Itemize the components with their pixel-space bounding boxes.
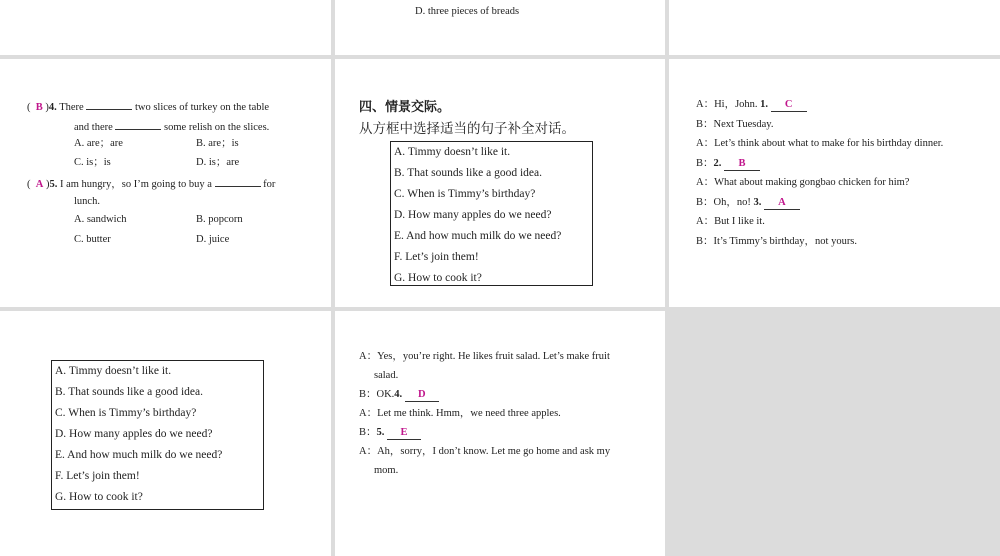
- dialogue-line-10: B：OK.4. D: [359, 388, 439, 402]
- answer-3: A: [764, 196, 800, 210]
- answer-2: B: [724, 157, 760, 171]
- dialogue-line-11: A：Let me think. Hmm，we need three apples.: [359, 408, 561, 419]
- answer-q5: A: [35, 179, 44, 190]
- dialogue-line-9b: salad.: [374, 370, 399, 381]
- option-b: B. That sounds like a good idea.: [394, 167, 542, 179]
- panel-dialogue-bottom: [335, 311, 665, 556]
- question-4-line2: and there some relish on the slices.: [74, 118, 269, 135]
- dialogue-line-1: A：Hi，John. 1. C: [696, 98, 807, 112]
- option-f: F. Let’s join them!: [394, 251, 479, 263]
- q4-option-a: A. are；are: [74, 138, 123, 149]
- q5-option-a: A. sandwich: [74, 214, 127, 225]
- panel-top-left: [0, 0, 331, 55]
- option-d: D. How many apples do we need?: [394, 209, 552, 221]
- panel-bottom-left: [0, 311, 331, 556]
- q5-option-c: C. butter: [74, 234, 111, 245]
- blank: [215, 175, 261, 187]
- dialogue-line-2: B：Next Tuesday.: [696, 119, 774, 130]
- panel-section-4: [335, 59, 665, 307]
- option-e: E. And how much milk do we need?: [55, 449, 223, 461]
- q4-option-d: D. is；are: [196, 157, 240, 168]
- answer-q4: B: [35, 102, 43, 113]
- dialogue-line-6: B：Oh，no! 3. A: [696, 196, 800, 210]
- dialogue-line-7: A：But I like it.: [696, 216, 765, 227]
- q5-option-d: D. juice: [196, 234, 230, 245]
- blank: [115, 118, 161, 130]
- answer-1: C: [771, 98, 807, 112]
- option-a: A. Timmy doesn’t like it.: [55, 365, 172, 377]
- question-4-line1: ( B )4. There two slices of turkey on the table: [27, 98, 269, 115]
- answer-4: D: [405, 388, 439, 402]
- panel-top-right: [669, 0, 1000, 55]
- answer-5: E: [387, 426, 421, 440]
- option-c: C. When is Timmy’s birthday?: [55, 407, 197, 419]
- option-c: C. When is Timmy’s birthday?: [394, 188, 536, 200]
- q4-option-b: B. are；is: [196, 138, 239, 149]
- option-f: F. Let’s join them!: [55, 470, 140, 482]
- panel-dialogue-top: [669, 59, 1000, 307]
- q4-option-c: C. is；is: [74, 157, 111, 168]
- dialogue-line-4: B：2. B: [696, 157, 760, 171]
- dialogue-line-12: B：5. E: [359, 426, 421, 440]
- section-instruction: 从方框中选择适当的句子补全对话。: [359, 121, 575, 137]
- blank: [86, 98, 132, 110]
- dialogue-line-13b: mom.: [374, 465, 399, 476]
- q5-option-b: B. popcorn: [196, 214, 243, 225]
- options-box: [390, 141, 593, 286]
- dialogue-line-8: B：It’s Timmy’s birthday，not yours.: [696, 236, 858, 247]
- question-5-line2: lunch.: [74, 196, 100, 207]
- option-b: B. That sounds like a good idea.: [55, 386, 203, 398]
- dialogue-line-5: A：What about making gongbao chicken for him?: [696, 177, 910, 188]
- option-a: A. Timmy doesn’t like it.: [394, 146, 511, 158]
- section-heading: 四、情景交际。: [359, 100, 451, 115]
- option-g: G. How to cook it?: [394, 272, 482, 284]
- dialogue-line-9: A：Yes，you’re right. He likes fruit salad. Let’s make fruit: [359, 351, 610, 362]
- option-e: E. And how much milk do we need?: [394, 230, 562, 242]
- option-g: G. How to cook it?: [55, 491, 143, 503]
- option-d-text: D. three pieces of breads: [415, 6, 520, 17]
- question-5-line1: ( A )5. I am hungry，so I’m going to buy a for: [27, 175, 275, 192]
- panel-questions: [0, 59, 331, 307]
- dialogue-line-13: A：Ah，sorry，I don’t know. Let me go home and ask my: [359, 446, 611, 457]
- option-d: D. How many apples do we need?: [55, 428, 213, 440]
- dialogue-line-3: A：Let’s think about what to make for his birthday dinner.: [696, 138, 944, 149]
- panel-top-middle: [335, 0, 665, 55]
- options-box-repeat: [51, 360, 264, 510]
